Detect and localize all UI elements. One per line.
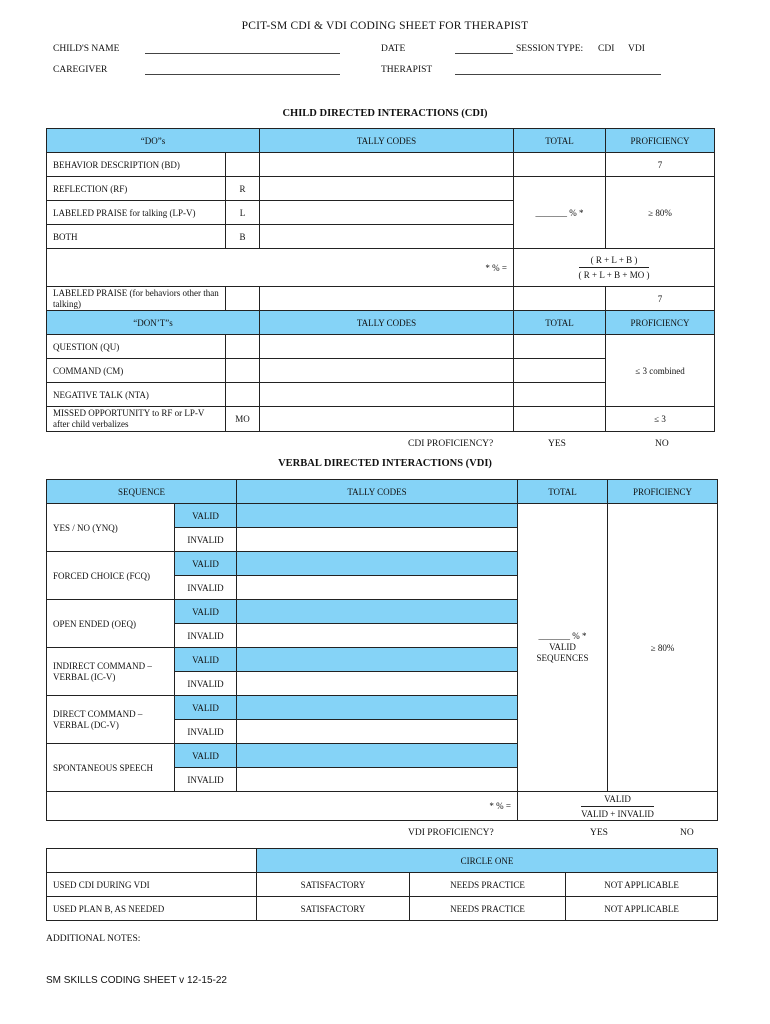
vdi-proficiency-yes[interactable]: YES xyxy=(590,828,608,838)
lp-behaviors-tally[interactable] xyxy=(260,287,514,311)
nta-tally[interactable] xyxy=(260,383,514,407)
session-type-vdi[interactable]: VDI xyxy=(628,44,645,54)
valid-label: VALID xyxy=(175,504,237,528)
invalid-label: INVALID xyxy=(175,624,237,648)
vdi-proficiency-header: PROFICIENCY xyxy=(608,480,718,504)
vdi-formula-label: * % = xyxy=(47,792,518,821)
lp-behaviors-label: LABELED PRAISE (for behaviors other than talking) xyxy=(47,287,226,311)
option-not-applicable[interactable]: NOT APPLICABLE xyxy=(566,897,718,921)
invalid-tally[interactable] xyxy=(237,528,518,552)
nta-total[interactable] xyxy=(514,383,606,407)
vdi-table xyxy=(46,479,718,821)
plan-row-label: USED CDI DURING VDI xyxy=(47,873,257,897)
vdi-proficiency-no[interactable]: NO xyxy=(680,828,694,838)
dont-header: “DON’T”s xyxy=(47,311,260,335)
mo-total[interactable] xyxy=(514,407,606,432)
invalid-tally[interactable] xyxy=(237,768,518,792)
qu-tally[interactable] xyxy=(260,335,514,359)
vdi-total-cell[interactable] xyxy=(518,504,608,792)
total-header: TOTAL xyxy=(514,129,606,153)
invalid-tally[interactable] xyxy=(237,672,518,696)
do-header: “DO”s xyxy=(47,129,260,153)
invalid-label: INVALID xyxy=(175,528,237,552)
vdi-formula-numerator: VALID xyxy=(581,794,654,807)
cdi-table xyxy=(46,128,715,432)
combined-proficiency: ≤ 3 combined xyxy=(606,335,715,407)
date-label: DATE xyxy=(381,44,406,54)
proficiency-header-2: PROFICIENCY xyxy=(606,311,715,335)
valid-label: VALID xyxy=(175,552,237,576)
rf-lp-both-proficiency: ≥ 80% xyxy=(606,177,715,249)
sequence-header: SEQUENCE xyxy=(47,480,237,504)
child-name-label: CHILD'S NAME xyxy=(53,44,120,54)
proficiency-header: PROFICIENCY xyxy=(606,129,715,153)
invalid-label: INVALID xyxy=(175,576,237,600)
tally-header-2: TALLY CODES xyxy=(260,311,514,335)
cdi-formula-denominator: ( R + L + B + MO ) xyxy=(578,270,650,280)
qu-code xyxy=(226,335,260,359)
vdi-formula xyxy=(518,792,718,821)
rf-label: REFLECTION (RF) xyxy=(47,177,226,201)
valid-tally[interactable] xyxy=(237,744,518,768)
child-name-field[interactable] xyxy=(145,44,340,54)
valid-label: VALID xyxy=(175,648,237,672)
vdi-row-label: YES / NO (YNQ) xyxy=(47,504,175,552)
cdi-formula-numerator: ( R + L + B ) xyxy=(579,255,650,268)
vdi-section-title: VERBAL DIRECTED INTERACTIONS (VDI) xyxy=(278,458,492,469)
vdi-proficiency-question: VDI PROFICIENCY? xyxy=(408,828,494,838)
mo-label: MISSED OPPORTUNITY to RF or LP-V after child verbalizes xyxy=(47,407,226,432)
vdi-total-sequences: SEQUENCES xyxy=(536,653,589,663)
bd-proficiency: 7 xyxy=(606,153,715,177)
mo-proficiency: ≤ 3 xyxy=(606,407,715,432)
both-code: B xyxy=(226,225,260,249)
cdi-formula xyxy=(514,249,715,287)
valid-label: VALID xyxy=(175,696,237,720)
valid-tally[interactable] xyxy=(237,504,518,528)
option-not-applicable[interactable]: NOT APPLICABLE xyxy=(566,873,718,897)
valid-tally[interactable] xyxy=(237,600,518,624)
cm-code xyxy=(226,359,260,383)
lp-behaviors-proficiency: 7 xyxy=(606,287,715,311)
tally-header: TALLY CODES xyxy=(260,129,514,153)
vdi-row-label: INDIRECT COMMAND – VERBAL (IC-V) xyxy=(47,648,175,696)
cdi-proficiency-question: CDI PROFICIENCY? xyxy=(408,439,494,449)
vdi-row-label: DIRECT COMMAND – VERBAL (DC-V) xyxy=(47,696,175,744)
bd-label: BEHAVIOR DESCRIPTION (BD) xyxy=(47,153,226,177)
plan-table xyxy=(46,848,718,921)
valid-tally[interactable] xyxy=(237,648,518,672)
vdi-total-valid: VALID xyxy=(549,642,576,652)
lp-behaviors-total[interactable] xyxy=(514,287,606,311)
lpv-label: LABELED PRAISE for talking (LP-V) xyxy=(47,201,226,225)
invalid-label: INVALID xyxy=(175,720,237,744)
both-tally[interactable] xyxy=(260,225,514,249)
nta-label: NEGATIVE TALK (NTA) xyxy=(47,383,226,407)
vdi-proficiency-cell: ≥ 80% xyxy=(608,504,718,792)
session-type-label: SESSION TYPE: xyxy=(516,44,584,54)
vdi-tally-header: TALLY CODES xyxy=(237,480,518,504)
lpv-tally[interactable] xyxy=(260,201,514,225)
invalid-label: INVALID xyxy=(175,672,237,696)
invalid-tally[interactable] xyxy=(237,576,518,600)
cm-tally[interactable] xyxy=(260,359,514,383)
lpv-code: L xyxy=(226,201,260,225)
bd-code xyxy=(226,153,260,177)
caregiver-label: CAREGIVER xyxy=(53,65,108,75)
vdi-total-header: TOTAL xyxy=(518,480,608,504)
page-title: PCIT-SM CDI & VDI CODING SHEET FOR THERAPIST xyxy=(241,20,529,32)
option-needs-practice[interactable]: NEEDS PRACTICE xyxy=(410,897,566,921)
valid-tally[interactable] xyxy=(237,696,518,720)
nta-code xyxy=(226,383,260,407)
invalid-label: INVALID xyxy=(175,768,237,792)
date-field[interactable] xyxy=(455,44,513,54)
caregiver-field[interactable] xyxy=(145,65,340,75)
cdi-proficiency-no[interactable]: NO xyxy=(655,439,669,449)
cdi-formula-label: * % = xyxy=(47,249,514,287)
plan-header-empty xyxy=(47,849,257,873)
rf-lp-both-total[interactable]: _______ % * xyxy=(514,177,606,249)
bd-tally[interactable] xyxy=(260,153,514,177)
mo-code: MO xyxy=(226,407,260,432)
cm-label: COMMAND (CM) xyxy=(47,359,226,383)
cm-total[interactable] xyxy=(514,359,606,383)
option-satisfactory[interactable]: SATISFACTORY xyxy=(257,897,410,921)
total-header-2: TOTAL xyxy=(514,311,606,335)
mo-tally[interactable] xyxy=(260,407,514,432)
valid-label: VALID xyxy=(175,600,237,624)
therapist-label: THERAPIST xyxy=(381,65,433,75)
plan-row-label: USED PLAN B, AS NEEDED xyxy=(47,897,257,921)
both-label: BOTH xyxy=(47,225,226,249)
lp-behaviors-code xyxy=(226,287,260,311)
rf-tally[interactable] xyxy=(260,177,514,201)
vdi-formula-denominator: VALID + INVALID xyxy=(581,808,654,819)
additional-notes-label: ADDITIONAL NOTES: xyxy=(46,934,141,944)
option-needs-practice[interactable]: NEEDS PRACTICE xyxy=(410,873,566,897)
valid-label: VALID xyxy=(175,744,237,768)
option-satisfactory[interactable]: SATISFACTORY xyxy=(257,873,410,897)
cdi-section-title: CHILD DIRECTED INTERACTIONS (CDI) xyxy=(282,108,488,119)
therapist-field[interactable] xyxy=(455,65,661,75)
bd-total[interactable] xyxy=(514,153,606,177)
vdi-row-label: OPEN ENDED (OEQ) xyxy=(47,600,175,648)
vdi-total-percent: _______ % * xyxy=(538,631,587,641)
session-type-cdi[interactable]: CDI xyxy=(598,44,615,54)
circle-one-header: CIRCLE ONE xyxy=(257,849,718,873)
invalid-tally[interactable] xyxy=(237,720,518,744)
qu-total[interactable] xyxy=(514,335,606,359)
rf-code: R xyxy=(226,177,260,201)
vdi-row-label: FORCED CHOICE (FCQ) xyxy=(47,552,175,600)
qu-label: QUESTION (QU) xyxy=(47,335,226,359)
invalid-tally[interactable] xyxy=(237,624,518,648)
footer-version: SM SKILLS CODING SHEET v 12-15-22 xyxy=(46,975,227,986)
cdi-proficiency-yes[interactable]: YES xyxy=(548,439,566,449)
valid-tally[interactable] xyxy=(237,552,518,576)
vdi-row-label: SPONTANEOUS SPEECH xyxy=(47,744,175,792)
